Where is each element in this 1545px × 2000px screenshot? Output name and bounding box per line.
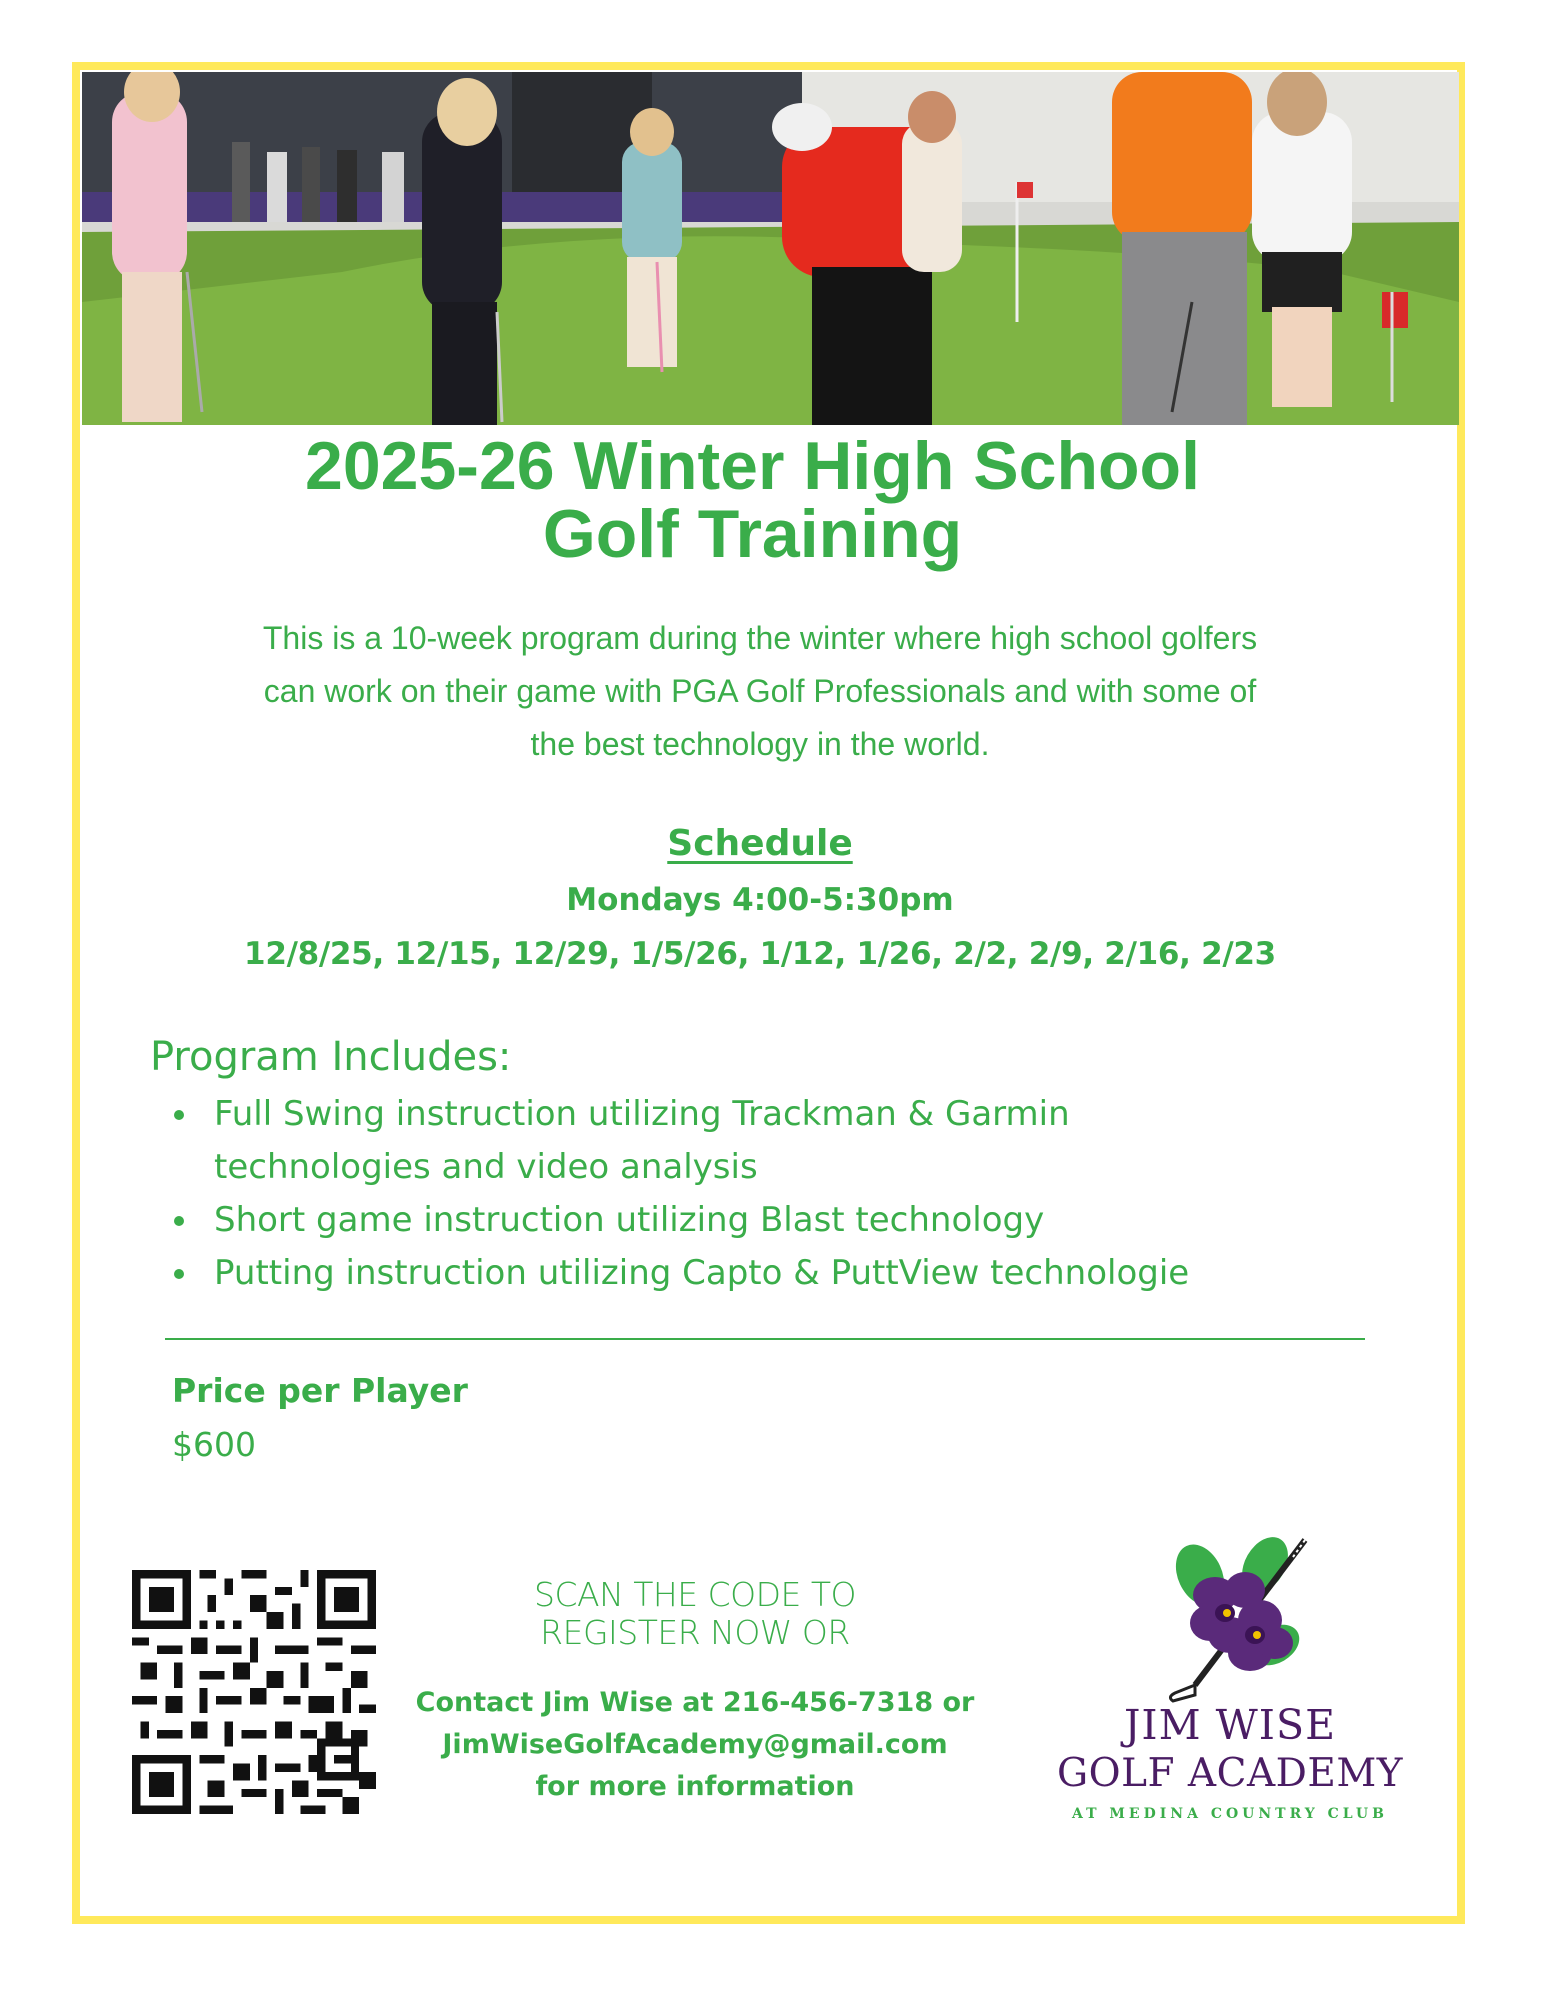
intro-line-3: the best technology in the world. bbox=[530, 726, 990, 762]
includes-item-3: Putting instruction utilizing Capto & PuttView technologie bbox=[214, 1253, 1190, 1293]
header-photo bbox=[82, 72, 1459, 425]
section-divider bbox=[165, 1338, 1365, 1340]
bullet-icon bbox=[174, 1269, 184, 1279]
schedule-dates: 12/8/25, 12/15, 12/29, 1/5/26, 1/12, 1/26, 2/2, 2/9, 2/16, 2/23 bbox=[244, 936, 1276, 972]
intro-line-1: This is a 10-week program during the winter where high school golfers bbox=[262, 620, 1258, 656]
includes-item-1-line-2: technologies and video analysis bbox=[214, 1147, 758, 1187]
includes-item bbox=[172, 1247, 1322, 1300]
schedule-heading: Schedule bbox=[667, 823, 853, 864]
scan-line-1: SCAN THE CODE TO bbox=[534, 1575, 856, 1614]
contact-line-1: Contact Jim Wise at 216-456-7318 or bbox=[415, 1687, 975, 1718]
includes-item bbox=[172, 1088, 1322, 1194]
program-description bbox=[160, 612, 1360, 771]
contact-line-3: for more information bbox=[535, 1771, 855, 1802]
includes-list bbox=[172, 1088, 1322, 1300]
includes-item-1-line-1: Full Swing instruction utilizing Trackman & Garmin bbox=[214, 1094, 1070, 1134]
contact-info bbox=[400, 1682, 990, 1808]
price-value: $600 bbox=[172, 1425, 256, 1464]
includes-item bbox=[172, 1194, 1322, 1247]
bullet-icon bbox=[174, 1110, 184, 1120]
logo-line-2: GOLF ACADEMY bbox=[1056, 1751, 1404, 1796]
logo-line-1: JIM WISE bbox=[1124, 1701, 1336, 1749]
includes-item-2: Short game instruction utilizing Blast technology bbox=[214, 1200, 1045, 1240]
flyer-title bbox=[150, 428, 1355, 572]
contact-email-link[interactable]: JimWiseGolfAcademy@gmail.com bbox=[442, 1729, 948, 1760]
title-line-1: 2025-26 Winter High School bbox=[305, 428, 1200, 504]
scan-line-2: REGISTER NOW OR bbox=[540, 1613, 850, 1652]
schedule-time: Mondays 4:00-5:30pm bbox=[566, 882, 954, 918]
bullet-icon bbox=[174, 1216, 184, 1226]
intro-line-2: can work on their game with PGA Golf Professionals and with some of bbox=[263, 673, 1257, 709]
logo-line-3: AT MEDINA COUNTRY CLUB bbox=[1072, 1806, 1388, 1822]
title-line-2: Golf Training bbox=[542, 496, 963, 572]
violet-golf-club-icon bbox=[1155, 1535, 1315, 1705]
scan-to-register bbox=[440, 1576, 950, 1652]
includes-heading: Program Includes: bbox=[150, 1034, 512, 1080]
price-label: Price per Player bbox=[172, 1371, 468, 1410]
qr-code-icon[interactable] bbox=[132, 1570, 376, 1814]
academy-logo bbox=[1040, 1535, 1420, 1835]
